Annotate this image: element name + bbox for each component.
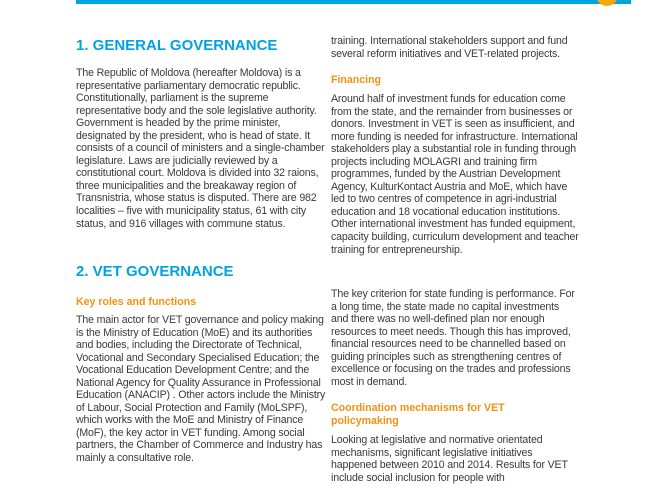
subheading-financing: Financing — [331, 74, 382, 86]
general-governance-paragraph: The Republic of Moldova (hereafter Moldova) is a representative parliamentary democratic republic. Constitutionally, parliament is the supreme representative body and the sole legislative authority. Government is headed by the prime minister, designated by the president, who is head of state. It consists of a council of ministers and a single-chamber legislature. Laws are judicially reviewed by a constitutional court. Moldova is divided into 32 raions, three municipalities and the breakaway region of Transnistria, whose status is disputed. There are 982 localities – five with municipality status, 61 with city status, and 916 villages with commune status. — [76, 67, 325, 230]
subheading-key-roles: Key roles and functions — [76, 296, 197, 308]
continued-paragraph: training. International stakeholders support and fund several reform initiatives and VET-related projects. — [331, 35, 568, 60]
financing-paragraph-2: The key criterion for state funding is performance. For a long time, the state made no capital investments and there was no well-defined plan nor enough resources to meet needs. Though this has improved, financial resources need to be channelled based on guiding principles such as strengthening centres of excellence or focusing on the trades and professions most in demand. — [331, 288, 575, 388]
coordination-paragraph: Looking at legislative and normative orientated mechanisms, significant legislative initiatives happened between 2010 and 2014. Results for VET include social inclusion for people with — [331, 434, 568, 484]
section-title-general-governance: 1. GENERAL GOVERNANCE — [76, 37, 278, 54]
financing-paragraph-1: Around half of investment funds for education come from the state, and the remainder from businesses or donors. Investment in VET is seen as insufficient, and more funding is needed for infrastructure. International stakeholders play a substantial role in funding through projects including MOLAGRI and training firm programmes, funded by the Austrian Development Agency, KulturKontact Austria and MoE, which have led to two centres of competence in agri-industrial education and 18 vocational education institutions. Other international investment has funded equipment, capacity building, curriculum development and teacher training for entrepreneurship. — [331, 93, 579, 256]
top-accent-bar — [76, 0, 631, 4]
section-title-vet-governance: 2. VET GOVERNANCE — [76, 263, 234, 280]
subheading-coordination-mechanisms: Coordination mechanisms for VET policymaking — [331, 402, 505, 427]
key-roles-paragraph: The main actor for VET governance and policy making is the Ministry of Education (MoE) and its authorities and bodies, including the Directorate of Technical, Vocational and Secondary Specialised Education; the Vocational Education Development Centre; and the National Agency for Quality Assurance in Professional Education (ANACIP) . Other actors include the Ministry of Labour, Social Protection and Family (MoLSPF), which works with the MoE and Ministry of Finance (MoF), the key actor in VET funding. Among social partners, the Chamber of Commerce and Industry has mainly a consultative role. — [76, 314, 326, 465]
